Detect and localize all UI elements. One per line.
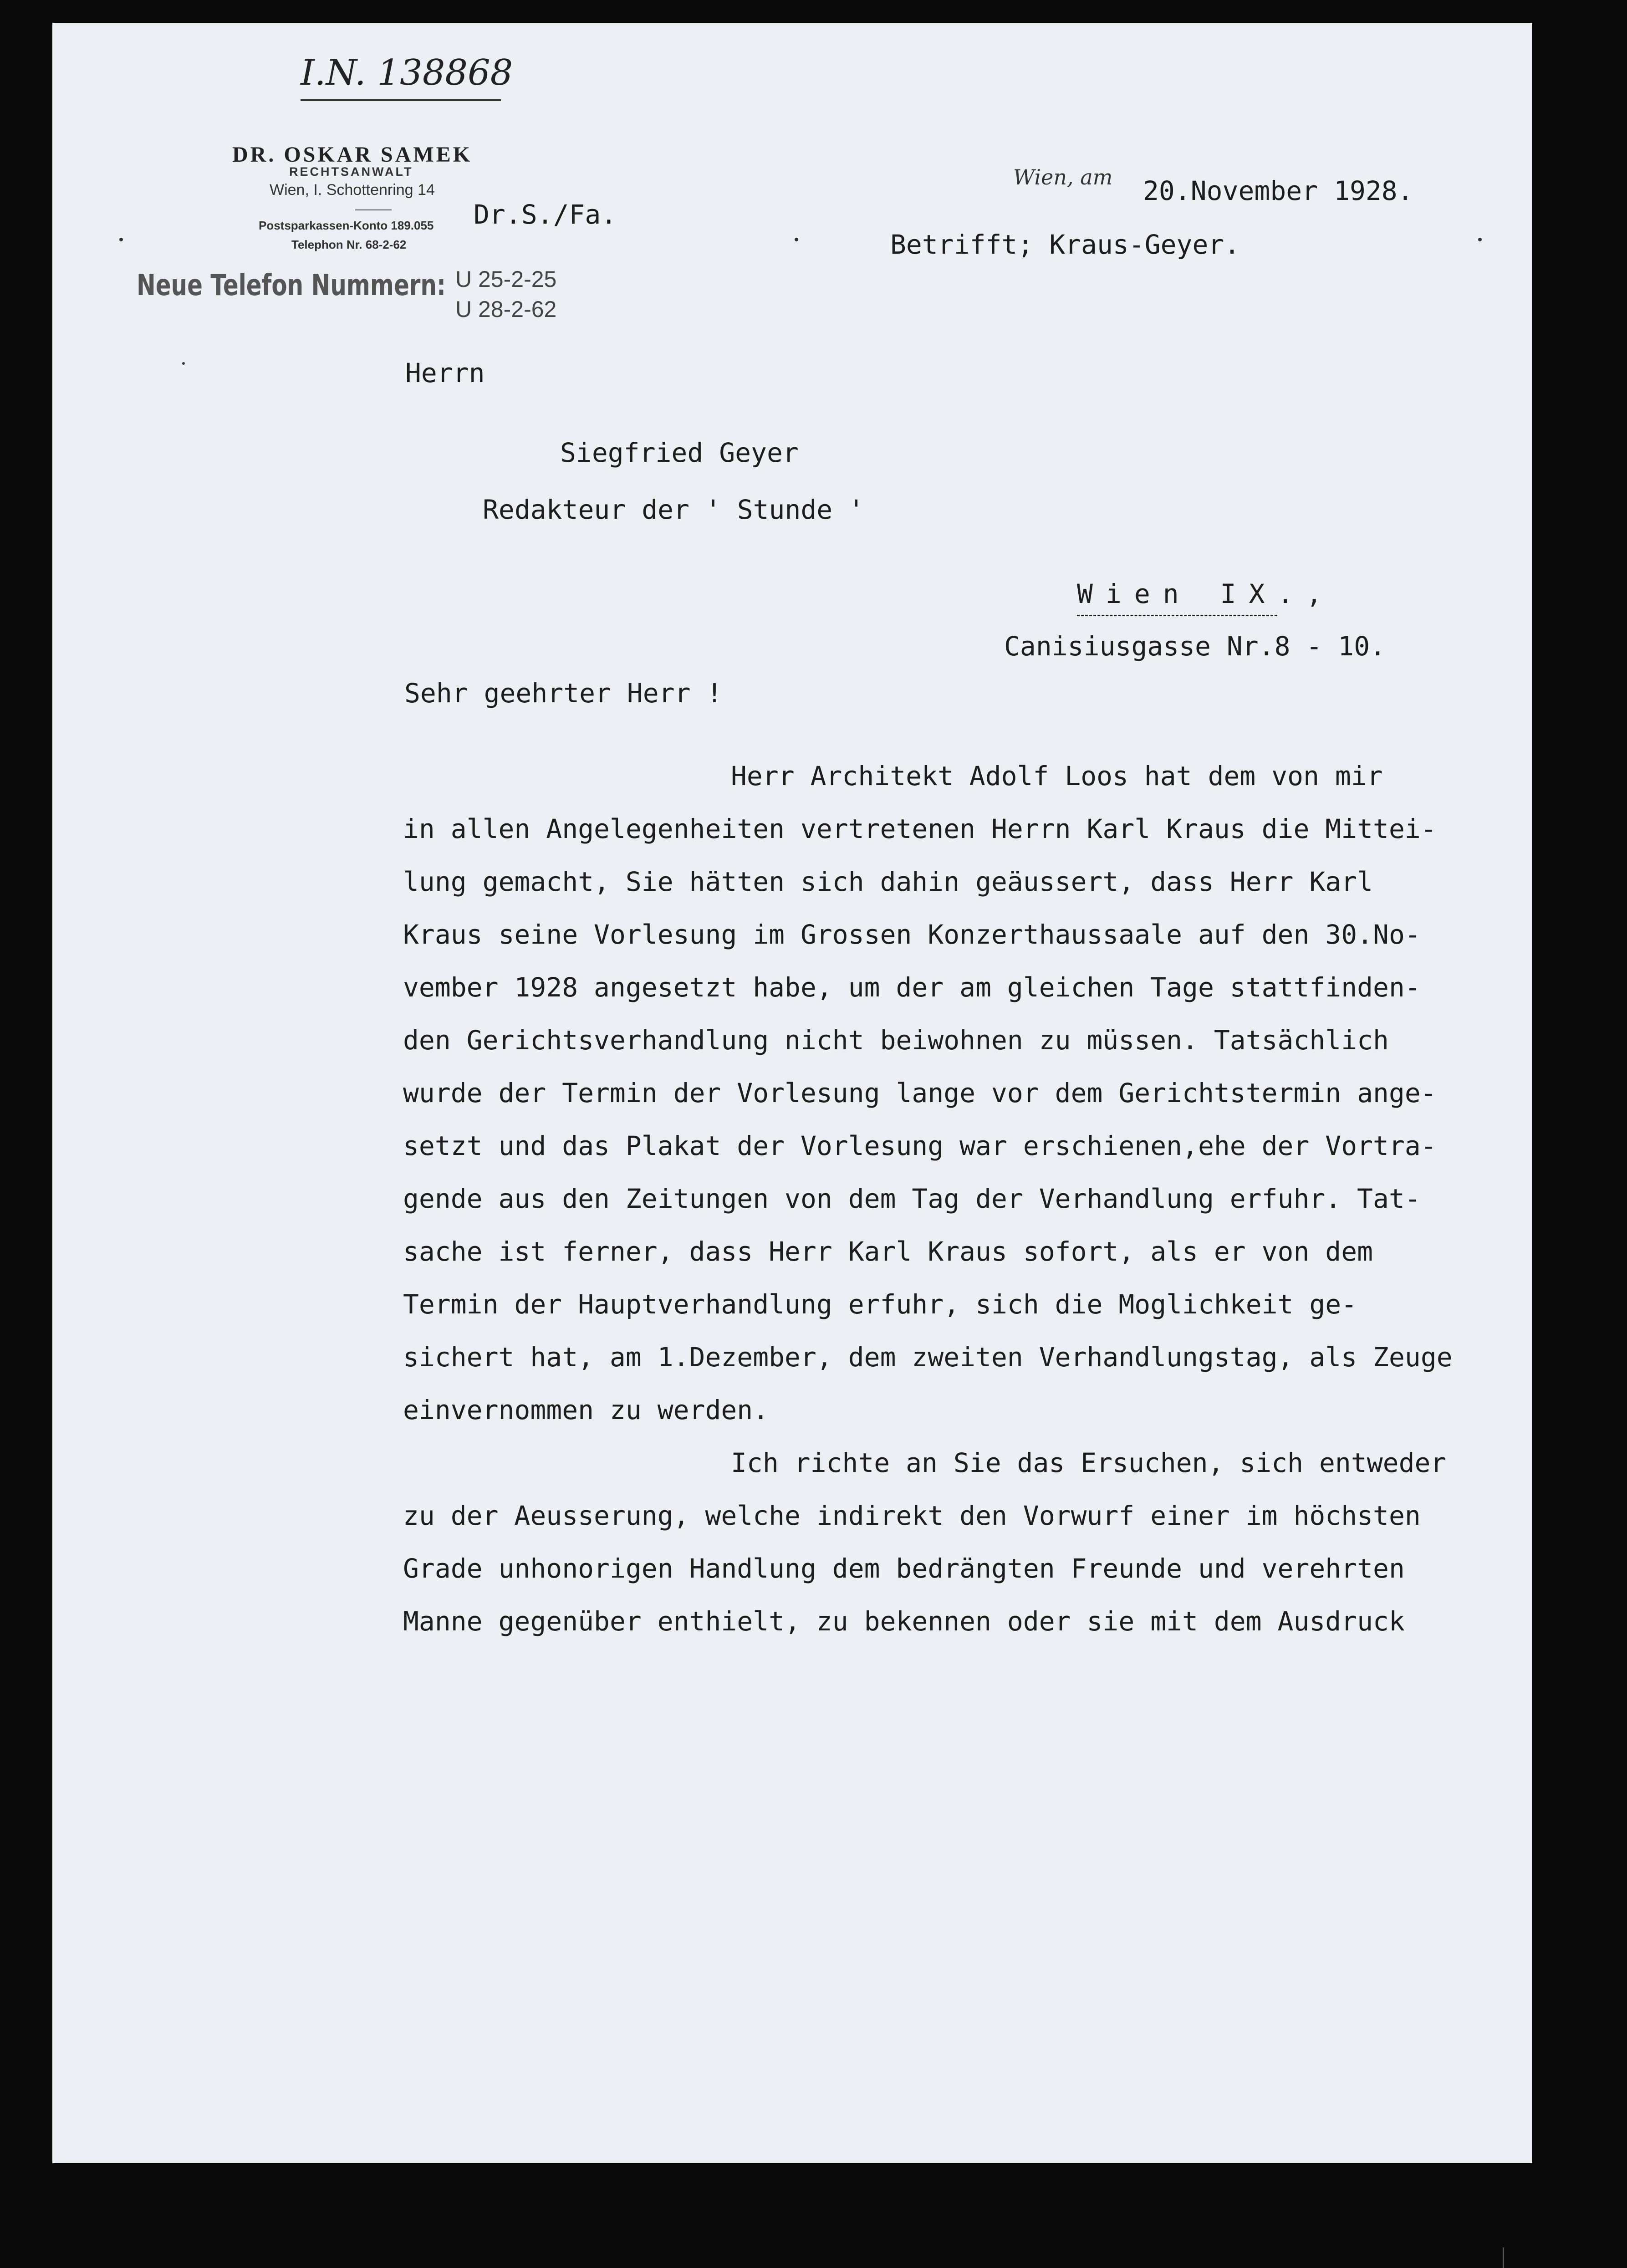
body-line: sache ist ferner, dass Herr Karl Kraus sofort, als er von dem bbox=[403, 1236, 1373, 1267]
body-line: Grade unhonorigen Handlung dem bedrängten Freunde und verehrten bbox=[403, 1553, 1405, 1584]
letter-date: 20.November 1928. bbox=[1143, 175, 1413, 206]
body-line: in allen Angelegenheiten vertretenen Herrn Karl Kraus die Mittei- bbox=[403, 813, 1437, 844]
body-line: zu der Aeusserung, welche indirekt den Vorwurf einer im höchsten bbox=[403, 1500, 1421, 1531]
margin-stroke bbox=[1503, 2248, 1504, 2268]
subject-line: Betrifft; Kraus-Geyer. bbox=[890, 229, 1240, 260]
phone-stamp-number-1: U 25-2-25 bbox=[455, 266, 557, 292]
recipient-street: Canisiusgasse Nr.8 - 10. bbox=[1004, 631, 1386, 662]
body-line: Herr Architekt Adolf Loos hat dem von mir bbox=[731, 761, 1383, 792]
archive-underline bbox=[301, 99, 501, 101]
letterhead-divider bbox=[355, 209, 392, 210]
body-line: vember 1928 angesetzt habe, um der am gleichen Tage stattfinden- bbox=[403, 972, 1421, 1003]
body-line: Ich richte an Sie das Ersuchen, sich entweder bbox=[731, 1447, 1447, 1478]
letterhead-postal: Postsparkassen-Konto 189.055 bbox=[259, 219, 434, 232]
reference-code: Dr.S./Fa. bbox=[474, 199, 617, 230]
margin-mark bbox=[119, 238, 123, 241]
body-line: wurde der Termin der Vorlesung lange vor dem Gerichtstermin ange- bbox=[403, 1078, 1437, 1108]
city-underline bbox=[1077, 615, 1277, 616]
body-line: sichert hat, am 1.Dezember, dem zweiten Verhandlungstag, als Zeuge bbox=[403, 1342, 1453, 1373]
recipient-salutation: Herrn bbox=[405, 358, 485, 388]
margin-mark bbox=[795, 238, 798, 241]
letterhead-phone: Telephon Nr. 68-2-62 bbox=[291, 238, 407, 251]
recipient-role: Redakteur der ' Stunde ' bbox=[483, 494, 865, 525]
letterhead-name: DR. OSKAR SAMEK bbox=[232, 143, 473, 167]
recipient-name: Siegfried Geyer bbox=[560, 437, 799, 468]
body-line: Manne gegenüber enthielt, zu bekennen oder sie mit dem Ausdruck bbox=[403, 1606, 1405, 1637]
body-line: den Gerichtsverhandlung nicht beiwohnen zu müssen. Tatsächlich bbox=[403, 1025, 1389, 1056]
archive-number: I.N. 138868 bbox=[301, 52, 513, 93]
body-line: gende aus den Zeitungen von dem Tag der Verhandlung erfuhr. Tat- bbox=[403, 1183, 1421, 1214]
greeting: Sehr geehrter Herr ! bbox=[404, 678, 723, 709]
letterhead-title: RECHTSANWALT bbox=[289, 165, 413, 179]
body-line: lung gemacht, Sie hätten sich dahin geäussert, dass Herr Karl bbox=[403, 866, 1373, 897]
phone-stamp-label: Neue Telefon Nummern: bbox=[137, 269, 446, 302]
phone-stamp-number-2: U 28-2-62 bbox=[455, 296, 557, 322]
recipient-city: Wien IX., bbox=[1077, 578, 1335, 609]
body-line: setzt und das Plakat der Vorlesung war erschienen,ehe der Vortra- bbox=[403, 1130, 1437, 1161]
body-line: Kraus seine Vorlesung im Grossen Konzerthaussaale auf den 30.No- bbox=[403, 919, 1421, 950]
date-place-label: Wien, am bbox=[1013, 165, 1113, 189]
body-line: Termin der Hauptverhandlung erfuhr, sich die Moglichkeit ge- bbox=[403, 1289, 1357, 1320]
body-line: einvernommen zu werden. bbox=[403, 1395, 769, 1425]
margin-mark bbox=[1478, 238, 1482, 241]
letterhead-address: Wien, I. Schottenring 14 bbox=[270, 181, 435, 199]
margin-mark bbox=[182, 362, 185, 365]
